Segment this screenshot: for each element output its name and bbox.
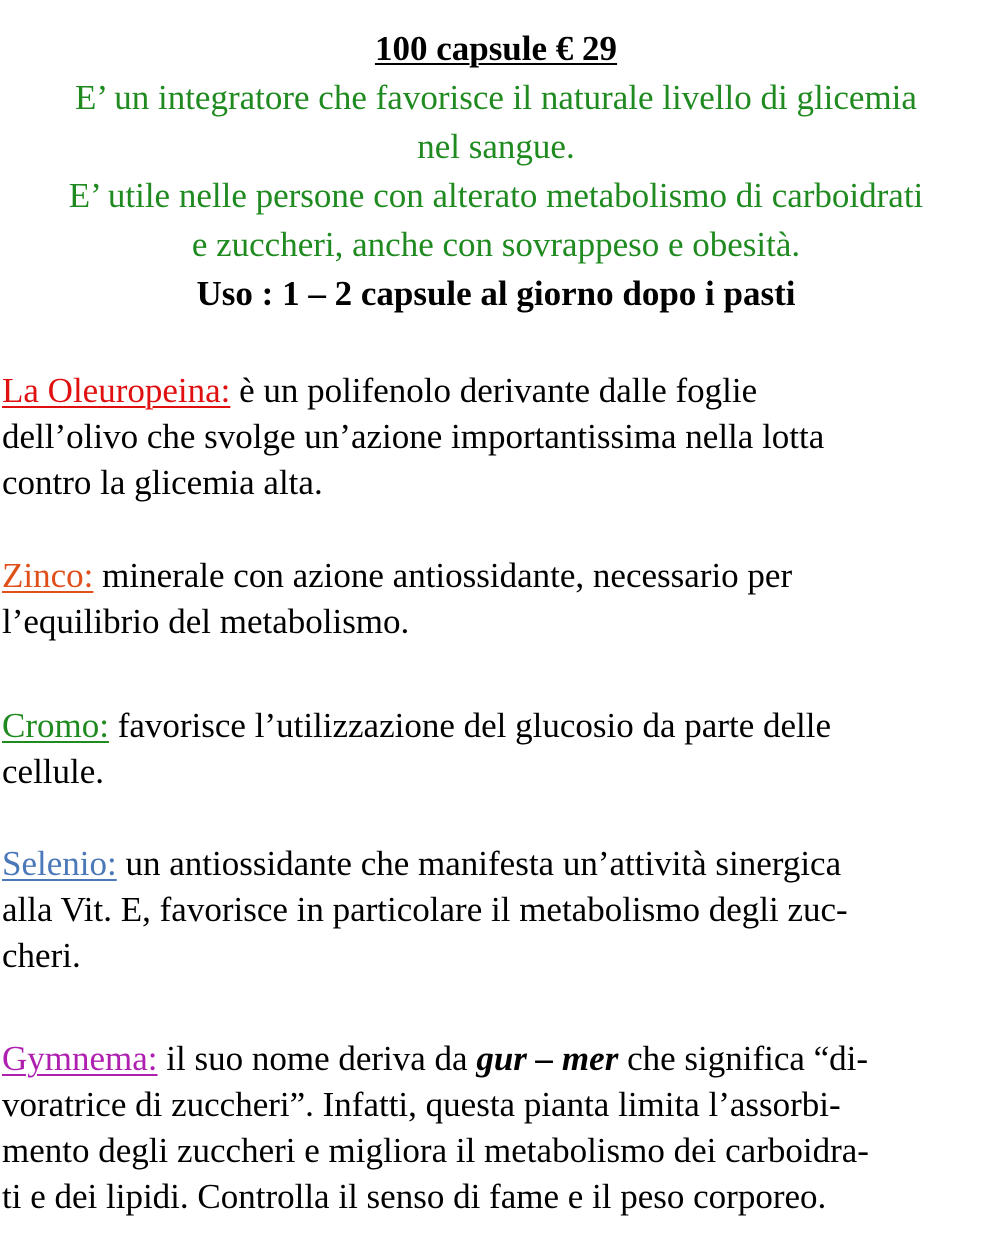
- ingredient-text: favorisce l’utilizzazione del glucosio da parte delle: [108, 706, 831, 745]
- product-title: 100 capsule € 29: [374, 29, 618, 68]
- usage-instructions: Uso : 1 – 2 capsule al giorno dopo i pasti: [196, 274, 796, 313]
- ingredient-text: minerale con azione antiossidante, necessario per: [93, 556, 793, 595]
- ingredient-line: alla Vit. E, favorisce in particolare il metabolismo degli zuc-: [2, 890, 848, 929]
- ingredient-line: [2, 368, 990, 414]
- ingredient-term: Gymnema:: [2, 1039, 158, 1078]
- ingredient-line: [2, 1036, 990, 1082]
- ingredient-line: contro la glicemia alta.: [2, 463, 323, 502]
- ingredient-line: cheri.: [2, 936, 81, 975]
- ingredient-text: il suo nome deriva da: [157, 1039, 477, 1078]
- ingredient-selenio: [2, 841, 990, 979]
- ingredient-line: dell’olivo che svolge un’azione importantissima nella lotta: [2, 417, 825, 456]
- ingredient-line: l’equilibrio del metabolismo.: [2, 602, 410, 641]
- ingredient-line: [2, 841, 990, 887]
- product-header: [0, 24, 992, 318]
- ingredient-line: voratrice di zuccheri”. Infatti, questa pianta limita l’assorbi-: [2, 1085, 841, 1124]
- ingredient-text: è un polifenolo derivante dalle foglie: [230, 371, 758, 410]
- ingredient-cromo: [2, 703, 990, 795]
- ingredient-line: mento degli zuccheri e migliora il metabolismo dei carboidra-: [2, 1131, 869, 1170]
- ingredient-line: [2, 703, 990, 749]
- ingredient-oleuropeina: [2, 368, 990, 506]
- ingredient-term: Selenio:: [2, 844, 117, 883]
- ingredient-line: [2, 553, 990, 599]
- ingredient-gymnema: [2, 1036, 990, 1220]
- intro-line: nel sangue.: [417, 127, 575, 166]
- ingredient-term: Zinco:: [2, 556, 94, 595]
- ingredient-zinco: [2, 553, 990, 645]
- intro-line: E’ un integratore che favorisce il naturale livello di glicemia: [75, 78, 917, 117]
- ingredient-term: Cromo:: [2, 706, 109, 745]
- ingredient-text: un antiossidante che manifesta un’attività sinergica: [116, 844, 842, 883]
- ingredient-line: cellule.: [2, 752, 105, 791]
- ingredient-term: La Oleuropeina:: [2, 371, 231, 410]
- intro-line: E’ utile nelle persone con alterato metabolismo di carboidrati: [68, 176, 924, 215]
- etymology-emphasis: gur – mer: [476, 1039, 619, 1078]
- intro-line: e zuccheri, anche con sovrappeso e obesità.: [191, 225, 801, 264]
- ingredient-text: che significa “di-: [618, 1039, 869, 1078]
- ingredient-line: ti e dei lipidi. Controlla il senso di fame e il peso corporeo.: [2, 1177, 827, 1216]
